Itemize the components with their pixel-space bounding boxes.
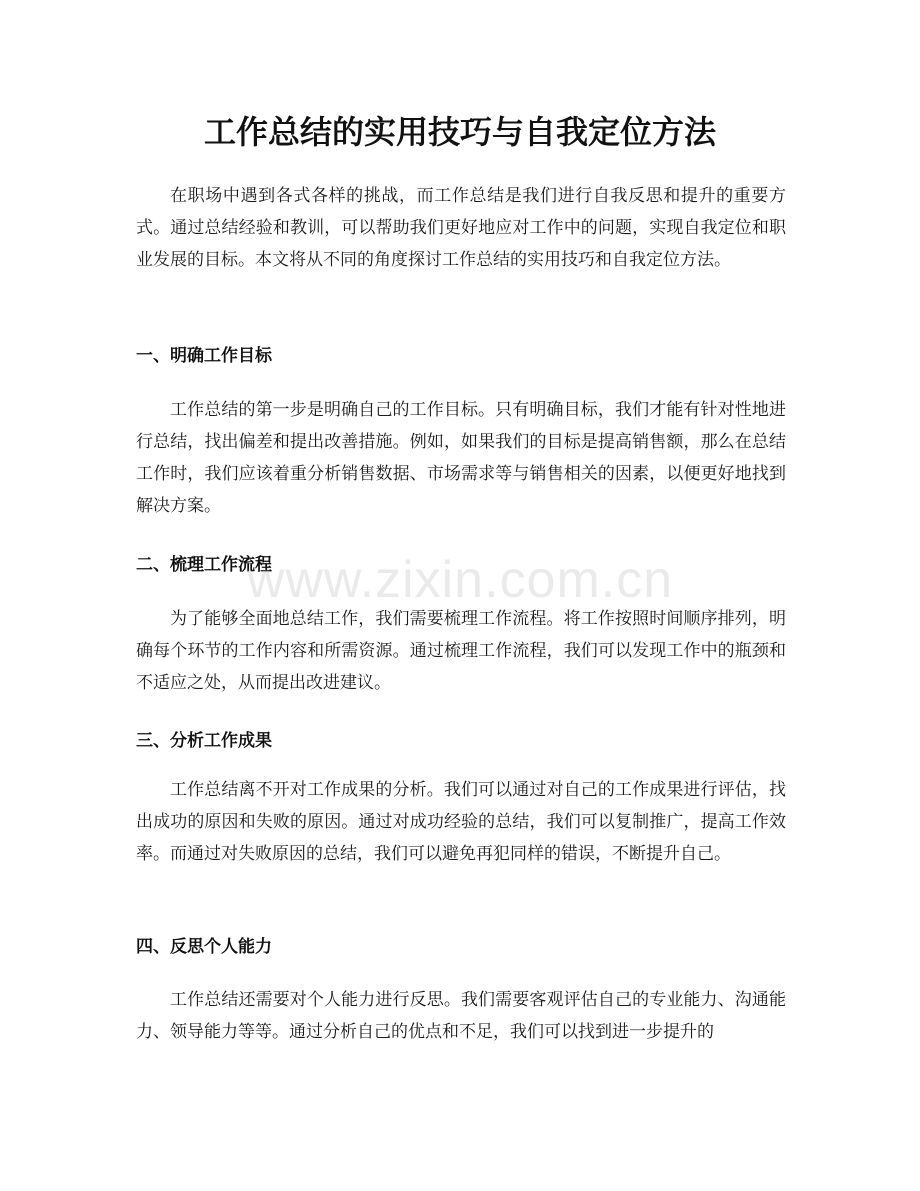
intro-paragraph: 在职场中遇到各式各样的挑战，而工作总结是我们进行自我反思和提升的重要方式。通过总结经验和教训，可以帮助我们更好地应对工作中的问题，实现自我定位和职业发展的目标。本文将从不同的角度探讨工作总结的实用技巧和自我定位方法。 <box>136 186 786 270</box>
section-heading-2: 二、梳理工作流程 <box>136 555 272 575</box>
watermark-text: www.zixin.com.cn <box>246 551 674 609</box>
section-heading-4: 四、反思个人能力 <box>136 937 272 957</box>
section-heading-1: 一、明确工作目标 <box>136 346 272 366</box>
section-body-2: 为了能够全面地总结工作，我们需要梳理工作流程。将工作按照时间顺序排列，明确每个环节的工作内容和所需资源。通过梳理工作流程，我们可以发现工作中的瓶颈和不适应之处，从而提出改进建议。 <box>136 609 786 693</box>
section-heading-3: 三、分析工作成果 <box>136 731 272 751</box>
section-body-3: 工作总结离不开对工作成果的分析。我们可以通过对自己的工作成果进行评估，找出成功的原因和失败的原因。通过对成功经验的总结，我们可以复制推广，提高工作效率。而通过对失败原因的总结，我们可以避免再犯同样的错误，不断提升自己。 <box>136 780 786 864</box>
section-body-4: 工作总结还需要对个人能力进行反思。我们需要客观评估自己的专业能力、沟通能力、领导能力等等。通过分析自己的优点和不足，我们可以找到进一步提升的 <box>136 990 786 1042</box>
section-body-1: 工作总结的第一步是明确自己的工作目标。只有明确目标，我们才能有针对性地进行总结，找出偏差和提出改善措施。例如，如果我们的目标是提高销售额，那么在总结工作时，我们应该着重分析销售数据、市场需求等与销售相关的因素，以便更好地找到解决方案。 <box>136 400 786 516</box>
document-title: 工作总结的实用技巧与自我定位方法 <box>203 113 716 151</box>
